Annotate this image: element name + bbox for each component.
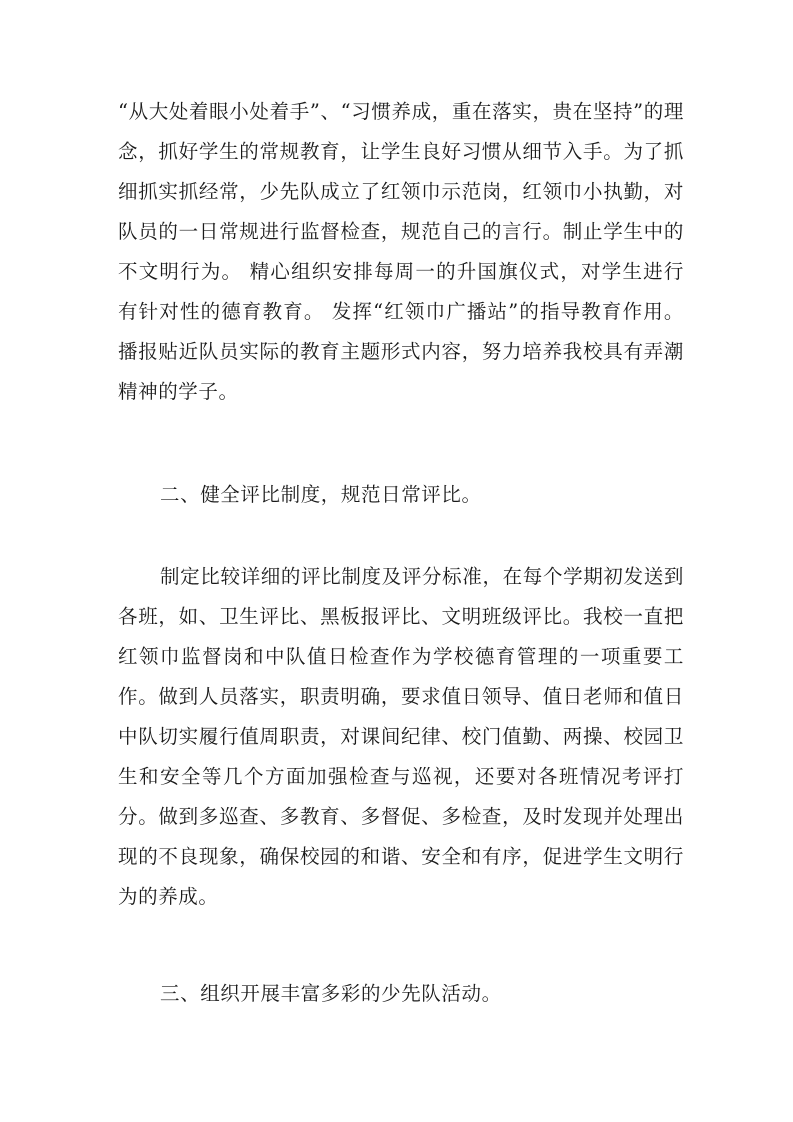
body-paragraph: “从大处着眼小处着手”、“习惯养成，重在落实，贵在坚持”的理念，抓好学生的常规教育，让学生良好习惯从细节入手。为了抓细抓实抓经常，少先队成立了红领巾示范岗，红领巾小执勤，对队员的一日常规进行监督检查，规范自己的言行。制止学生中的不文明行为。 精心组织安排每周一的升国旗仪式，对学生进行有针对性的德育教育。 发挥“红领巾广播站”的指导教育作用。播报贴近队员实际的教育主题形式内容，努力培养我校具有弄潮精神的学子。 (118, 100, 684, 403)
section-heading: 二、健全评比制度，规范日常评比。 (160, 483, 482, 506)
section-heading: 三、组织开展丰富多彩的少先队活动。 (160, 982, 502, 1005)
body-paragraph: 制定比较详细的评比制度及评分标准，在每个学期初发送到各班，如、卫生评比、黑板报评比、文明班级评比。我校一直把红领巾监督岗和中队值日检查作为学校德育管理的一项重要工作。做到人员落实，职责明确，要求值日领导、值日老师和值日中队切实履行值周职责，对课间纪律、校门值勤、两操、校园卫生和安全等几个方面加强检查与巡视，还要对各班情况考评打分。做到多巡查、多教育、多督促、多检查，及时发现并处理出现的不良现象，确保校园的和谐、安全和有序，促进学生文明行为的养成。 (118, 565, 684, 908)
